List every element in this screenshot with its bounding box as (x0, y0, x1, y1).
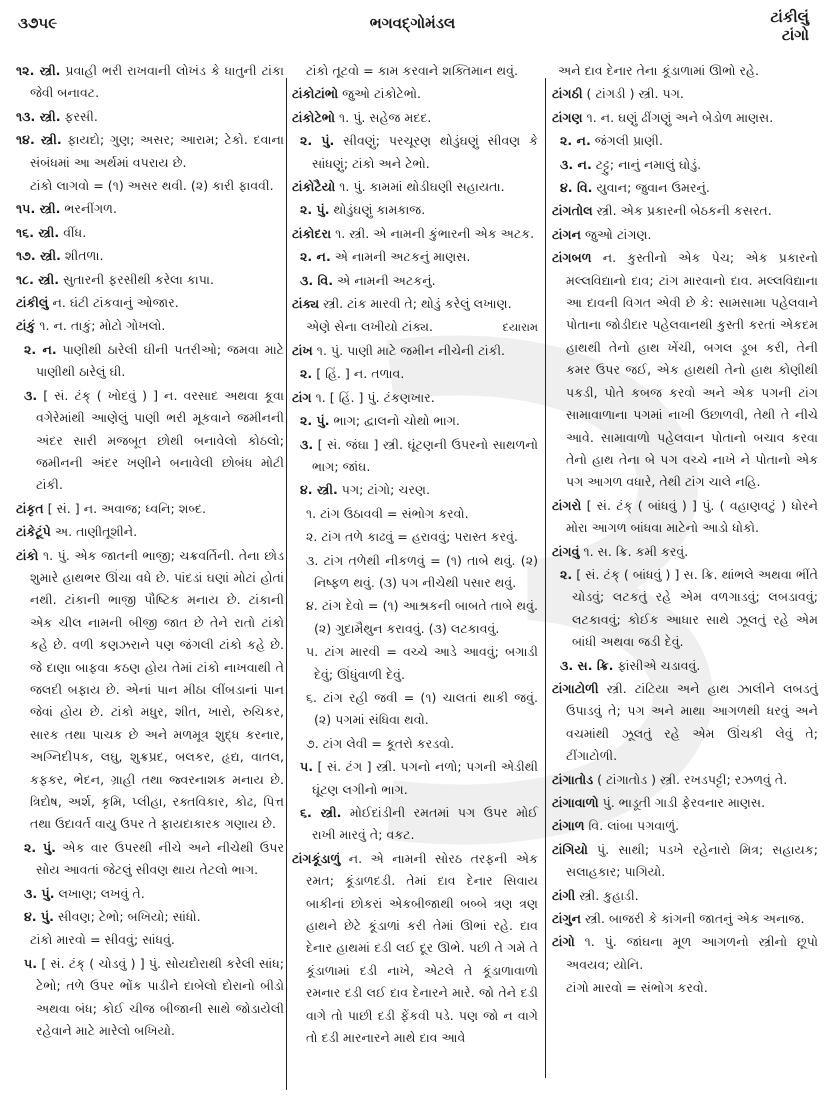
headword: ૪. પું. (24, 909, 54, 925)
headword: ટાંકીલું (16, 295, 49, 311)
headword: ટાંકેટૂંપે (16, 524, 51, 540)
entry-sense (552, 154, 818, 176)
definition-text: સ્ત્રી. ટાંક મારવી તે; થોડું કરેલું લખાણ. (319, 296, 512, 312)
dictionary-entry (552, 792, 818, 814)
dictionary-entry (16, 60, 284, 105)
definition-text: મોઈદાંડીની રમતમાં પગ ઉપર મોઈ રાખી મારવું તે; વકટ. (312, 805, 538, 843)
dictionary-entry (16, 198, 284, 220)
headword: ૧૨. સ્ત્રી. (16, 63, 61, 78)
definition-text: ૧. સ્ત્રી. એ નામની કુંભારની એક અટક. (331, 225, 535, 241)
entry-sense (16, 837, 284, 882)
dictionary-entry (292, 387, 538, 409)
usage-example (16, 929, 284, 951)
dictionary-entry (16, 498, 284, 520)
dictionary-entry (292, 83, 538, 105)
dictionary-entry (292, 293, 538, 315)
entry-sense (552, 130, 818, 152)
definition-text: પું. ભાડૂતી ગાડી ફેરવનાર માણસ. (598, 795, 766, 810)
dictionary-entry (552, 678, 818, 768)
definition-text: ભરનીંગળ. (60, 201, 117, 217)
definition-text: અને દાવ દેનાર તેના કૂંડાળામાં ઊભો રહે. (558, 63, 759, 78)
dictionary-entry (552, 107, 818, 129)
usage-example (292, 550, 538, 595)
definition-text: ફરસી. (60, 108, 98, 124)
definition-text: ૧. સ. ક્રિ. કમી કરવું. (579, 543, 689, 559)
definition-text: [ સં. ટંક્ ( ખોદવું ) ] ન. વરસાદ અથવા કૂવા વગેરેમાંથી આણેલું પાણી ભરી મૂકવાને જમીનની અંદર સારી મજબૂત છોથી બનાવેલો કોઠલો; જમીનની અંદર ખણીને બનાવેલી છોબંધ મોટી ટાંકી. (36, 387, 284, 493)
usage-example (292, 526, 538, 548)
definition-text: ૧. [ હિં. ] પું. ટંકણખાર. (311, 389, 435, 405)
entry-sense (16, 883, 284, 905)
definition-text: જુઓ ટાંકોટેભો. (338, 86, 422, 102)
definition-text: ન. એ નામની સોરઠ તરફની એક રમત; કૂંડાળદડી. તેમાં દાવ દેનાર સિવાય બાકીનાં છોકરાં એકબીજાથી બબ્બે ત્રણ ત્રણ હાથને છેટે કૂંડાળાં કરી તેમાં ઊભાં રહે. દાવ દેનાર હાથમાં દડી લઈ દૂર ઊભે. પછી તે ગમે તે કૂંડાળામાં દડી નાખે, એટલે તે કૂંડાળાવાળો રમનાર દડી લઈ દાવ દેનારને મારે. જો તેને દડી વાગે તો પાછી દડી ફેંકવી પડે. પણ જો ન વાગે તો દડી મારનારને માથે દાવ આવે (306, 850, 538, 1046)
definition-text: ટાંકો મારવો = સીવવું; સાંધવું. (30, 932, 175, 948)
definition-text: ૩. ટાંગ તળેથી નીકળવું = (૧) તાબે થવું. (૨) નિષ્ફળ થવું. (૩) પગ નીચેથી પસાર થવું. (306, 552, 538, 590)
definition-text: ટાંકો તૂટવો = કામ કરવાને શક્તિમાન થવું. (306, 63, 518, 78)
dictionary-entry (292, 176, 538, 198)
definition-text: અ. તાણીતૂશીને. (50, 524, 138, 540)
definition-text: ૧. ન. તાકું; મોટો ગોખલો. (35, 318, 166, 334)
usage-example (292, 595, 538, 640)
definition-text: પું. સાથી; પડખે રહેનારો મિત્ર; સહાયક; સલાહકાર; પાગિયો. (566, 841, 818, 880)
dictionary-entry (552, 247, 818, 493)
headword: ૩. પું. (24, 885, 55, 901)
headword: ૬. સ્ત્રી. (300, 805, 342, 820)
definition-text: ન. ઘંટી ટાંકવાનું ઓજાર. (48, 295, 179, 311)
dictionary-entry (16, 245, 284, 267)
definition-text: [ સં. ટંગ ] સ્ત્રી. પગનો નળો; પગની એડીથી ઘૂંટણ લગીનો ભાગ. (312, 759, 538, 797)
entry-sense (292, 410, 538, 432)
definition-text: [ સં. ટંક્ ( બાંધવું ) ] સ. ક્રિ. થાંભલે અથવા ભીંતે ચોડવું; લટકતું રહે એમ વળગાડવું; લબડાવવું; લટકાવવું; કોઈક આધાર સાથે ઝૂલતું રહે એમ બાંધી અથવા જડી દેવું. (572, 566, 818, 650)
usage-example (292, 733, 538, 755)
guide-word-first: ટાંકીલું (770, 8, 809, 26)
dictionary-entry (292, 340, 538, 362)
headword: ટાંગાવાળો (552, 795, 599, 810)
headword: ૪. વિ. (560, 180, 593, 196)
headword: ટાંગવું (552, 543, 580, 559)
dictionary-entry (552, 83, 818, 105)
definition-text: ૧. પું. એક જાતની ભાજી; ચક્રવર્તિની. તેના છોડ શુમારે હાથભર ઊંચા વધે છે. પાંદડાં ઘણાં મોટાં હોતાં નથી. ટાંકાની ભાજી પૌષ્ટિક મનાય છે. ટાંકાની એક ચીલ નામની બીજી જાત છે તેને રાતો ટાંકો કહે છે. વળી કણઝરાને પણ જંગલી ટાંકો કહે છે. જે દાણા બાફવા કઠણ હોય તેમાં ટાંકો નાખવાથી તે જલદી બફાય છે. એનાં પાન મીઠા લીંબડાનાં પાન જેવાં હોય છે. ટાંકો મધુર, શીત, ખારો, રુચિકર, સારક તથા પાચક છે અને મળમૂત્ર શુદ્ધ કરનાર, અગ્નિદીપક, લઘુ, શુક્રપ્રદ, બલકર, હૃદ્ય, વાતલ, કફકર, ભેદન, ગ્રાહી તથા જ્વરનાશક મનાય છે. ત્રિદોષ, અર્શ, કૃમિ, પ્લીહા, રક્તવિકાર, કોઢ, પિત્ત તથા ઉદાવર્ત વાયુ ઉપર તે ફાયદાકારક ગણાય છે. (30, 547, 284, 832)
column-1 (16, 60, 284, 1043)
dictionary-entry (16, 315, 284, 337)
headword: ૨. (560, 566, 573, 582)
definition-text: યુવાન; જુવાન ઉમરનું. (592, 180, 710, 196)
definition-text: એ નામની અટકનું માણસ. (330, 249, 471, 265)
headword: ૨. પું. (300, 202, 330, 218)
headword: ટાંગન (552, 226, 581, 242)
definition-text: વીંધ. (59, 224, 87, 240)
entry-sense (292, 479, 538, 501)
entry-sense (292, 434, 538, 479)
headword: ટાંગુન (552, 911, 581, 927)
column-3 (552, 60, 818, 1001)
usage-example (292, 503, 538, 525)
entry-sense (292, 756, 538, 801)
definition-text: ૫. ટાંગ મારવી = વચ્ચે આડે આવવું; બગાડી દેવું; ઊંધુંવાળી દેવું. (306, 644, 538, 682)
headword: ૧૪. સ્ત્રી. (16, 132, 62, 148)
dictionary-entry (16, 521, 284, 543)
headword: ટાંકોટેભો (292, 109, 336, 125)
dictionary-entry (16, 292, 284, 314)
entry-sense (552, 177, 818, 199)
entry-sense (292, 363, 538, 385)
headword: ૩. વિ. (300, 272, 334, 288)
definition-text: ( ટાંગાતોડ ) સ્ત્રી. રખડપટ્ટી; રઝળવું તે. (593, 771, 788, 787)
dictionary-entry (16, 106, 284, 128)
headword: ટાંગણ (552, 109, 583, 125)
usage-example (292, 60, 538, 82)
entry-sense (292, 802, 538, 847)
entry-sense (16, 339, 284, 384)
headword: ટાંગકૂંડાળું (292, 850, 341, 866)
definition-text: શીતળા. (60, 248, 104, 264)
usage-example (292, 641, 538, 686)
definition-text: થોડુંઘણું કામકાજ. (329, 202, 426, 218)
headword: ૩. (24, 387, 38, 403)
headword: ટાંખ (292, 342, 313, 358)
headword: ૧૮. સ્ત્રી. (16, 271, 60, 287)
definition-text: ૭. ટાંગ લેવી = કૂતરો કરડવો. (306, 735, 455, 751)
headword: ૩. ન. (560, 156, 592, 172)
page-number: ૩૭૫૯ (18, 14, 58, 32)
definition-text: ફાંસીએ ચડાવવું. (613, 657, 701, 673)
headword: ટાંગિયો (552, 841, 588, 857)
entry-sense (552, 655, 818, 677)
guide-words (770, 8, 809, 44)
citation-source: દયારામ (502, 320, 538, 335)
headword: ટાંગ (292, 389, 312, 405)
definition-text: [ હિં. ] ન. તળાવ. (312, 366, 405, 382)
definition-text: ભાગ; દ્વાલનો ચોથો ભાગ. (329, 413, 460, 429)
dictionary-entry (552, 839, 818, 884)
definition-text: ૨. ટાંગ તળે કાઢવું = હરાવવું; પરાસ્ત કરવું. (306, 529, 518, 545)
dictionary-entry (552, 908, 818, 930)
definition-text: સ્ત્રી. ટાંટિયા અને હાથ ઝાલીને લબડતું ઉપાડવું તે; પગ અને માથા આગળથી ધરવું અને વચમાંથી ઝૂલતું રહે એમ ઊંચકી લેવું તે; ટીંગાટોળી. (566, 680, 818, 764)
dictionary-entry (552, 495, 818, 540)
definition-text: [ સં. જંઘા ] સ્ત્રી. ઘૂંટણની ઉપરનો સાથળનો ભાગ; જાંઘ. (312, 436, 538, 474)
definition-text: પાણીથી ઠારેલી ઘીની પતરીઓ; જમવા માટે પાણીથી ઠારેલું ઘી. (36, 341, 284, 380)
definition-text: ૧. પું. કામમાં થોડીઘણી સહાયતા. (335, 179, 505, 195)
definition-text: એ નામની અટકનું. (333, 272, 436, 288)
headword: ટાંગરો (552, 497, 582, 513)
definition-text: ૧. પું. જાંઘના મૂળ આગળનો સ્ત્રીનો છૂપો અવયવ; યોનિ. (566, 934, 818, 972)
dictionary-entry (552, 541, 818, 563)
headword: ટાંકોદરા (292, 225, 332, 241)
definition-text: પ્રવાહી ભરી રાખવાની લોખંડ કે ધાતુની ટાંકા જેવી બનાવટ. (30, 63, 284, 101)
headword: ૩. (300, 436, 314, 452)
dictionary-entry (292, 848, 538, 1050)
definition-text: [ સં. ટંક્ ( ચોડવું ) ] પું. સોયદોરાથી કરેલી સાંધ; ટેભો; તળે ઉપર ભોંક પાડીને દાબેલો દોરાનો બીડો અથવા બંધ; કોઈ ચીજ બીજાની સાથે જોડાયેલી રહેવાને માટે મારેલો બખિયો. (36, 955, 284, 1039)
definition-text: સ્ત્રી. એક પ્રકારની બેઠકની કસરત. (592, 203, 772, 219)
definition-text: ટાંકો લાગવો = (૧) અસર થવી. (૨) કારી ફાવવી. (30, 178, 274, 194)
definition-text: [ સં. ] ન. અવાજ; ધ્વનિ; શબ્દ. (43, 500, 207, 516)
definition-text: વિ. લાંબા પગવાળું. (584, 818, 680, 834)
headword: ટાંગો (552, 934, 575, 950)
entry-sense (16, 906, 284, 928)
dictionary-entry (552, 224, 818, 246)
definition-text: સ્ત્રી. બાજરી કે કાંગની જાતનું એક અનાજ. (581, 911, 805, 927)
definition-text: પગ; ટાંગો; ચરણ. (337, 482, 430, 498)
definition-text: ટટ્ટુ; નાનું નમાલું ઘોડું. (591, 156, 702, 172)
guide-word-last: ટાંગો (781, 26, 809, 44)
headword: ૨. પું. (24, 839, 56, 855)
headword: ટાંક્ય (292, 296, 320, 312)
definition-text: ૧. ન. ઘણું ઢીંગણું અને બેડોળ માણસ. (582, 109, 774, 125)
dictionary-entry (552, 931, 818, 976)
usage-example (552, 977, 818, 999)
headword: ટાંકોટાંભો (292, 86, 339, 102)
headword: ટાંગાતોડ (552, 771, 594, 787)
entry-sense (16, 953, 284, 1043)
entry-sense (552, 564, 818, 654)
headword: ૫. (300, 759, 314, 775)
headword: ૨. પું. (300, 413, 330, 429)
definition-text: [ સં. ટંક્ ( બાંધવું ) ] પું. ( વહાણવટું ) ધોરને મોરા આગળ બાંધવા માટેનો આડો ધોકો. (566, 497, 818, 536)
headword: ટાંગાટોળી (552, 680, 599, 696)
headword: ટાંગઠી (552, 86, 583, 102)
dictionary-entry (292, 223, 538, 245)
headword: ૩. સ. ક્રિ. (560, 657, 614, 673)
definition-text: ૧. પું. સહેજ મદદ. (335, 109, 432, 125)
dictionary-entry (552, 815, 818, 837)
headword: ૪. સ્ત્રી. (300, 482, 338, 498)
headword: ટાંકોટૈયો (292, 179, 336, 195)
definition-text: ૬. ટાંગ રહી જવી = (૧) ચાલતાં થાકી જવું. (૨) પગમાં સંધિવા થવો. (306, 689, 538, 728)
page-title: ભગવદ્ગોમંડલ (369, 14, 456, 32)
headword: ૧૭. સ્ત્રી. (16, 248, 61, 264)
headword: ૨. ન. (24, 341, 57, 357)
dictionary-entry (292, 107, 538, 129)
definition-text: ( ટાંગડી ) સ્ત્રી. પગ. (582, 86, 684, 102)
definition-text: ૧. પું. પાણી માટે જમીન નીચેની ટાંકી. (312, 342, 506, 358)
definition-text: ટાંગો મારવો = સંભોગ કરવો. (566, 980, 708, 996)
entry-continuation (552, 60, 818, 82)
usage-example (292, 687, 538, 732)
column-divider (286, 78, 287, 1090)
dictionary-entry (16, 222, 284, 244)
dictionary-entry (16, 129, 284, 174)
headword: ૨. (300, 366, 313, 382)
definition-text: ૧. ટાંગ ઉઠાવવી = સંભોગ કરવો. (306, 505, 469, 521)
dictionary-entry (552, 200, 818, 222)
dictionary-entry (16, 545, 284, 836)
definition-text: એણે સેના લખીયો ટાંક્ય. (306, 319, 434, 335)
definition-text: એક વાર ઉપરથી નીચે અને નીચેથી ઉપર સોય આવતાં જેટલું સીવણ થાય તેટલો ભાગ. (36, 839, 284, 878)
headword: ૨. ન. (300, 249, 331, 265)
headword: ટાંગબળ (552, 250, 592, 266)
usage-example (16, 175, 284, 197)
column-2 (292, 60, 538, 1050)
definition-text: ૪. ટાંગ દેવો = (૧) આશ્રકની બાબતે તાબે થવું. (૨) ગુદામૈથુન કરાવવું. (૩) લટકાવવું. (306, 598, 538, 636)
definition-text: ફાયદો; ગુણ; અસર; આરામ; ટેકો. દવાના સંબંધમાં આ અર્થમાં વપરાય છે. (30, 132, 284, 170)
headword: ટાંકું (16, 318, 36, 334)
definition-text: જુઓ ટાંગણ. (581, 226, 652, 242)
definition-text: સુતારની ફરસીથી કરેલા કાપા. (59, 271, 215, 287)
headword: ટાંગી (552, 887, 576, 903)
headword: ૫. (24, 955, 38, 971)
column-divider (545, 78, 546, 1078)
dictionary-entry (16, 269, 284, 291)
usage-example (292, 316, 538, 338)
headword: ૨. પું. (300, 133, 335, 149)
entry-sense (292, 246, 538, 268)
headword: ૨. ન. (560, 133, 591, 149)
headword: ૧૬. સ્ત્રી. (16, 224, 60, 240)
headword: ટાંકૃત (16, 500, 44, 516)
entry-sense (292, 270, 538, 292)
entry-sense (292, 199, 538, 221)
definition-text: ન. કુસ્તીનો એક પેચ; એક પ્રકારનો મલ્લવિદ્યાનો દાવ; ટાંગ મારવાનો દાવ. મલ્લવિદ્યાના આ દાવની વિગત એવી છે કે: સામસામા પહેલવાને પોતાના જોડીદાર પહેલવાનથી કુસ્તી કરતાં એકદમ હાથથી તેનો હાથ ખેંચી, બગલ ડૂબ કરી, તેની કમર ઉપર જઈ, એક હાથથી તેનો હાથ કોણીથી પકડી, પોતે કબજ કરવો અને એક પગની ટાંગ સામાવાળાના પગમાં નાખી ઉછાળવી, તેથી તે નીચે આવે. સામાવાળો પહેલવાન પોતાનો બચાવ કરવા તેનો હાથ તેના બે પગ વચ્ચે નાખે ને પોતાનો એક પગ આગળ વધારે, તેથી ટાંગ ચાલે નહિ. (566, 250, 818, 490)
headword: ૧૫. સ્ત્રી. (16, 201, 61, 217)
entry-sense (292, 130, 538, 175)
definition-text: સીવણું; પરચૂરણ થોડુંઘણું સીવણ કે સાંધણું; ટાંકો અને ટેભો. (312, 133, 538, 171)
headword: ટાંગતોલ (552, 203, 593, 219)
definition-text: સીવણ; ટેભો; બખિયો; સાંધો. (53, 909, 201, 925)
definition-text: જંગલી પ્રાણી. (590, 133, 663, 149)
entry-sense (16, 385, 284, 497)
headword: ટાંકો (16, 547, 39, 563)
definition-text: લખાણ; લખવું તે. (54, 885, 145, 901)
headword: ૧૩. સ્ત્રી. (16, 108, 61, 124)
definition-text: સ્ત્રી. કુહાડી. (575, 887, 639, 903)
dictionary-entry (552, 885, 818, 907)
dictionary-entry (552, 769, 818, 791)
headword: ટાંગાળ (552, 818, 585, 834)
